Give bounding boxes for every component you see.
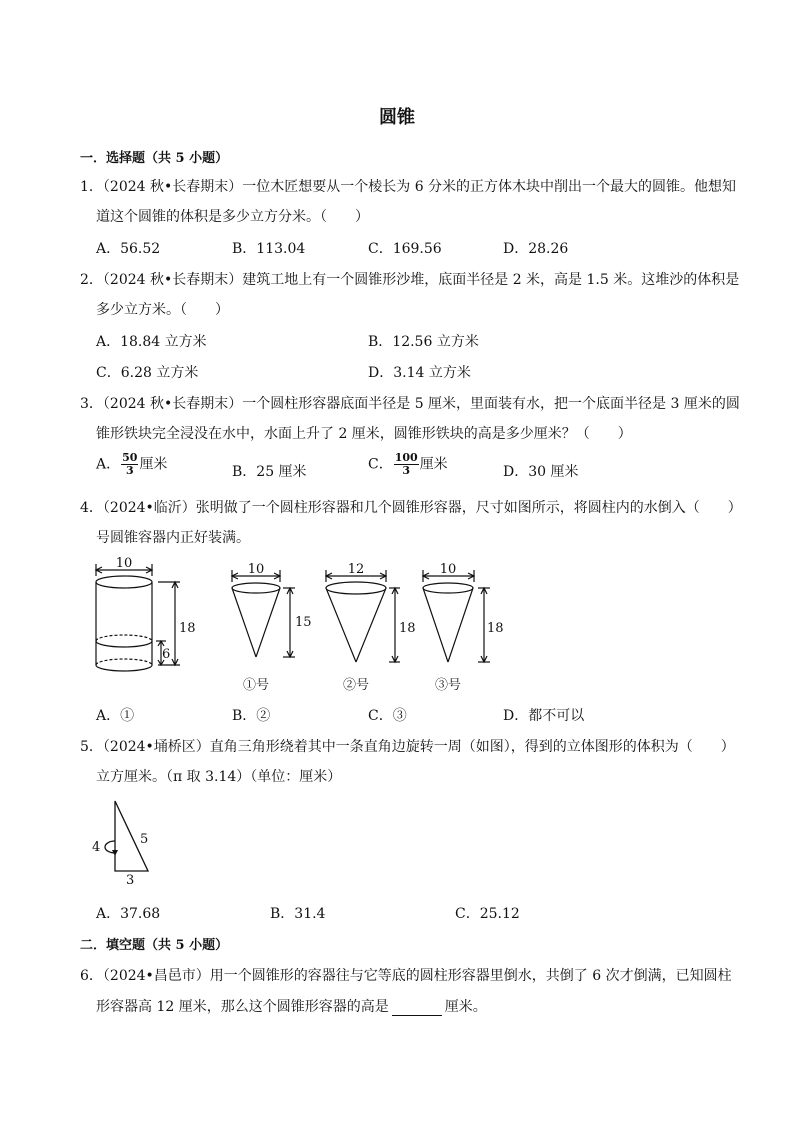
q2-option-c[interactable]: C．6.28 立方米 bbox=[96, 365, 199, 381]
q3-option-c[interactable] bbox=[368, 452, 448, 477]
fraction-denominator: 3 bbox=[125, 464, 134, 477]
q3-option-c-prefix: C． bbox=[368, 456, 393, 473]
q3-option-a-prefix: A． bbox=[96, 456, 121, 473]
q6-line1: 6．（2024•昌邑市）用一个圆锥形的容器往与它等底的圆柱形容器里倒水，共倒了 6 次才倒满，已知圆柱 bbox=[80, 968, 732, 984]
q3-option-c-unit: 厘米 bbox=[419, 456, 448, 473]
q4-line1: 4．（2024•临沂）张明做了一个圆柱形容器和几个圆锥形容器，尺寸如图所示，将圆柱内的水倒入（ ） bbox=[80, 500, 742, 516]
fraction-numerator: 50 bbox=[122, 451, 138, 464]
q2-option-a[interactable]: A．18.84 立方米 bbox=[96, 334, 207, 350]
cone3-height-label: 18 bbox=[487, 621, 504, 636]
page-title: 圆锥 bbox=[379, 107, 415, 128]
water-height-label: 6 bbox=[162, 647, 171, 662]
q2-line1: 2．（2024 秋•长春期末）建筑工地上有一个圆锥形沙堆，底面半径是 2 米，高是 1.5 米。这堆沙的体积是 bbox=[80, 272, 740, 288]
q6-line2-text: 形容器高 12 厘米，那么这个圆锥形容器的高是 bbox=[96, 999, 389, 1015]
cylinder-height-label: 18 bbox=[179, 621, 196, 636]
triangle-hypotenuse-label: 5 bbox=[140, 832, 149, 847]
cone1-width-label: 10 bbox=[247, 562, 265, 577]
q5-option-c[interactable]: C．25.12 bbox=[455, 906, 520, 922]
q6-answer-blank[interactable] bbox=[392, 1001, 442, 1016]
q3-option-a[interactable] bbox=[96, 452, 167, 477]
q1-option-b[interactable]: B．113.04 bbox=[232, 241, 306, 257]
q1-option-a[interactable]: A．56.52 bbox=[96, 241, 161, 257]
cone1-height-label: 15 bbox=[295, 615, 312, 630]
q4-option-b[interactable]: B．② bbox=[232, 708, 271, 724]
cone2-number-label: ②号 bbox=[342, 678, 370, 693]
fraction-numerator: 100 bbox=[394, 451, 418, 464]
q3-option-a-unit: 厘米 bbox=[139, 456, 168, 473]
q5-option-a[interactable]: A．37.68 bbox=[96, 906, 161, 922]
q2-line2: 多少立方米。（ ） bbox=[96, 302, 229, 318]
cone3-width-label: 10 bbox=[439, 562, 457, 577]
q6-line2 bbox=[96, 996, 487, 1016]
cylinder-width-label: 10 bbox=[115, 556, 133, 571]
q5-option-b[interactable]: B．31.4 bbox=[270, 906, 326, 922]
q5-figure bbox=[88, 795, 168, 890]
q3-option-d[interactable]: D．30 厘米 bbox=[503, 464, 579, 480]
q1-line2: 道这个圆锥的体积是多少立方分米。（ ） bbox=[96, 209, 369, 225]
section-heading-fill: 二．填空题（共 5 小题） bbox=[80, 938, 229, 953]
q4-line2: 号圆锥容器内正好装满。 bbox=[96, 530, 250, 546]
cone1-number-label: ①号 bbox=[242, 678, 270, 693]
section-heading-choice: 一．选择题（共 5 小题） bbox=[80, 151, 229, 166]
q4-option-c[interactable]: C．③ bbox=[368, 708, 407, 724]
q3-option-b[interactable]: B．25 厘米 bbox=[232, 464, 307, 480]
q1-option-c[interactable]: C．169.56 bbox=[368, 241, 442, 257]
q4-option-a[interactable]: A．① bbox=[96, 708, 135, 724]
q1-line1: 1．（2024 秋•长春期末）一位木匠想要从一个棱长为 6 分米的正方体木块中削出一个最大的圆锥。他想知 bbox=[80, 179, 737, 195]
q3-option-c-fraction bbox=[394, 452, 419, 477]
q4-option-d[interactable]: D．都不可以 bbox=[503, 708, 585, 724]
q2-option-b[interactable]: B．12.56 立方米 bbox=[368, 334, 479, 350]
cone2-height-label: 18 bbox=[399, 621, 416, 636]
triangle-side-a-label: 4 bbox=[92, 840, 101, 855]
q5-line1: 5．（2024•埇桥区）直角三角形绕着其中一条直角边旋转一周（如图），得到的立体图形的体积为（ ） bbox=[80, 739, 735, 755]
cone3-number-label: ③号 bbox=[434, 678, 462, 693]
q4-figure bbox=[80, 552, 520, 697]
triangle-side-b-label: 3 bbox=[126, 873, 135, 888]
q6-line2-unit: 厘米。 bbox=[444, 999, 487, 1015]
cone2-width-label: 12 bbox=[347, 562, 365, 577]
q3-line2: 锥形铁块完全浸没在水中，水面上升了 2 厘米，圆锥形铁块的高是多少厘米？（ ） bbox=[96, 426, 632, 442]
q1-option-d[interactable]: D．28.26 bbox=[503, 241, 569, 257]
q5-line2: 立方厘米。（π 取 3.14）（单位：厘米） bbox=[96, 769, 342, 785]
q2-option-d[interactable]: D．3.14 立方米 bbox=[368, 365, 471, 381]
q3-option-a-fraction bbox=[121, 452, 138, 477]
fraction-denominator: 3 bbox=[402, 464, 411, 477]
q3-line1: 3．（2024 秋•长春期末）一个圆柱形容器底面半径是 5 厘米，里面装有水，把一个底面半径是 3 厘米的圆 bbox=[80, 396, 740, 412]
